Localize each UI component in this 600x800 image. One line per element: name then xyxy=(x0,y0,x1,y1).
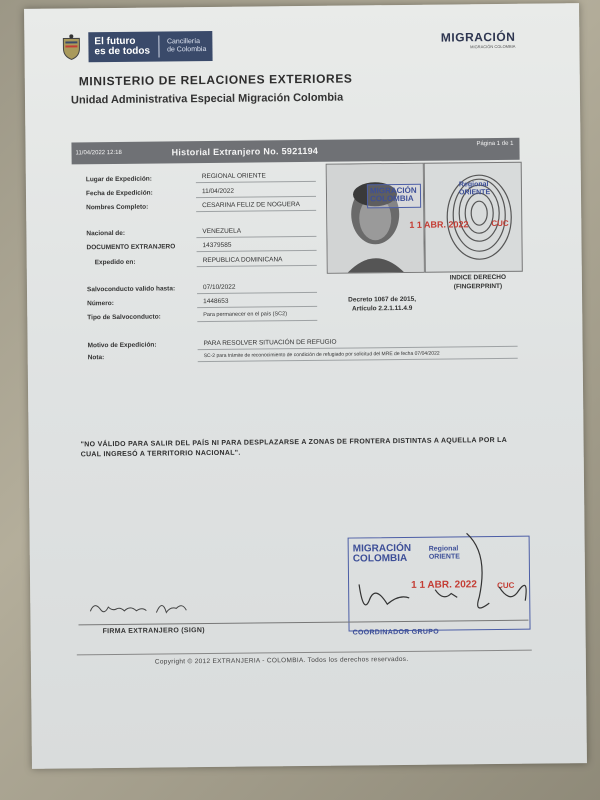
official-stamp-date: 1 1 ABR. 2022 xyxy=(411,579,477,591)
field-underline xyxy=(196,196,316,198)
field-label-lugar: Lugar de Expedición: xyxy=(85,175,152,184)
field-value-tipo: Para permanecer en el país (SC2) xyxy=(203,311,288,319)
gov-slogan-line2: es de todos xyxy=(94,45,151,58)
ministry-title: MINISTERIO DE RELACIONES EXTERIORES xyxy=(78,71,353,89)
signature-label: FIRMA EXTRANJERO (SIGN) xyxy=(102,627,205,636)
validity-warning: "NO VÁLIDO PARA SALIR DEL PAÍS NI PARA DESPLAZARSE A ZONAS DE FRONTERA DISTINTAS A AQUELLA POR LA CUAL INGRESÓ A TERRITORIO NACIONAL". xyxy=(80,436,507,459)
finger-stamp-regional xyxy=(459,181,490,197)
field-underline xyxy=(197,250,317,252)
coordinator-label: COORDINADOR GRUPO xyxy=(352,628,440,637)
field-underline xyxy=(197,265,317,267)
official-stamp-line2: COLOMBIA xyxy=(352,552,408,565)
field-value-motivo: PARA RESOLVER SITUACIÓN DE REFUGIO xyxy=(203,338,337,348)
field-label-tipo: Tipo de Salvoconducto: xyxy=(87,313,161,322)
field-label-numero: Número: xyxy=(87,300,114,308)
field-value-nota: SC-2 para trámite de reconocimiento de condición de refugiado por solicitud del MRE de fecha 07/04/2022 xyxy=(203,350,440,360)
indice-line1: INDICE DERECHO xyxy=(449,273,507,282)
holder-photo xyxy=(326,163,425,274)
decreto-line1: Decreto 1067 de 2015, xyxy=(348,295,417,304)
field-value-salvoconducto-hasta: 07/10/2022 xyxy=(202,283,236,292)
finger-stamp-regional2: ORIENTE xyxy=(458,189,491,197)
field-underline xyxy=(196,236,316,238)
official-stamp-line1: MIGRACIÓN xyxy=(352,542,412,555)
field-value-fecha: 11/04/2022 xyxy=(201,187,235,196)
field-label-motivo: Motivo de Expedición: xyxy=(87,341,157,350)
fingerprint-box xyxy=(409,162,523,273)
field-value-nacional: VENEZUELA xyxy=(202,227,242,236)
gov-slogan-line1: El futuro xyxy=(94,35,136,48)
record-header-bar xyxy=(71,138,519,165)
portrait-icon xyxy=(327,164,424,273)
photo-stamp xyxy=(367,184,421,209)
gov-divider xyxy=(158,36,159,58)
document-sheet xyxy=(24,3,587,769)
field-underline xyxy=(196,181,316,183)
field-underline xyxy=(197,306,317,308)
field-underline xyxy=(197,320,317,322)
finger-stamp-date: 1 1 ABR. 2022 xyxy=(409,219,469,230)
photo-stamp-line2: COLOMBIA xyxy=(369,193,414,204)
decreto-reference xyxy=(327,295,437,314)
official-stamp xyxy=(348,536,531,632)
field-underline xyxy=(196,210,316,212)
field-value-nombres: CESARINA FELIZ DE NOGUERA xyxy=(202,201,301,210)
holder-signature-icon xyxy=(86,592,196,623)
print-datetime: 11/04/2022 12:18 xyxy=(75,149,122,157)
coat-of-arms-icon xyxy=(60,34,82,60)
field-value-numero: 1448653 xyxy=(203,297,229,306)
historial-number: Historial Extranjero No. 5921194 xyxy=(171,145,319,158)
gov-entity-line2: de Colombia xyxy=(167,46,207,54)
official-stamp-regional2: ORIENTE xyxy=(428,553,460,561)
indice-derecho-label xyxy=(432,273,524,292)
gov-banner xyxy=(88,31,212,62)
official-stamp-regional1: Regional xyxy=(428,545,459,553)
field-label-expedido: Expedido en: xyxy=(94,258,136,267)
unidad-title: Unidad Administrativa Especial Migración Colombia xyxy=(70,91,344,107)
finger-stamp-regional1: Regional xyxy=(458,181,489,189)
footer-divider xyxy=(77,650,532,656)
page-indicator: Página 1 de 1 xyxy=(476,140,514,148)
decreto-line2: Artículo 2.2.1.11.4.9 xyxy=(351,304,413,313)
field-label-salvoconducto-hasta: Salvoconducto valido hasta: xyxy=(86,285,176,294)
migracion-logo-sub: MIGRACIÓN COLOMBIA xyxy=(470,43,516,50)
indice-line2: (FINGERPRINT) xyxy=(453,282,503,291)
field-label-nacional: Nacional de: xyxy=(86,229,126,238)
field-label-fecha: Fecha de Expedición: xyxy=(85,189,153,198)
field-label-documento: DOCUMENTO EXTRANJERO xyxy=(86,243,176,252)
field-underline xyxy=(197,292,317,294)
finger-stamp-code: CUC xyxy=(491,218,509,229)
coordinator-signature-icon xyxy=(338,523,539,635)
field-label-nombres: Nombres Completo: xyxy=(86,203,149,212)
field-label-nota: Nota: xyxy=(87,354,105,362)
official-stamp-code: CUC xyxy=(497,580,515,591)
migracion-logo xyxy=(441,30,516,50)
fingerprint-icon xyxy=(425,163,522,272)
photo-stamp-line1: MIGRACIÓN xyxy=(369,185,417,196)
field-value-lugar: REGIONAL ORIENTE xyxy=(201,172,266,181)
copyright-text: Copyright © 2012 EXTRANJERIA - COLOMBIA. Todos los derechos reservados. xyxy=(154,655,409,666)
field-value-documento: 14379585 xyxy=(202,241,232,250)
field-value-expedido: REPUBLICA DOMINICANA xyxy=(202,256,283,265)
government-logo xyxy=(60,29,230,65)
gov-entity-line1: Cancillería xyxy=(166,38,201,46)
migracion-logo-text: MIGRACIÓN xyxy=(440,29,516,45)
